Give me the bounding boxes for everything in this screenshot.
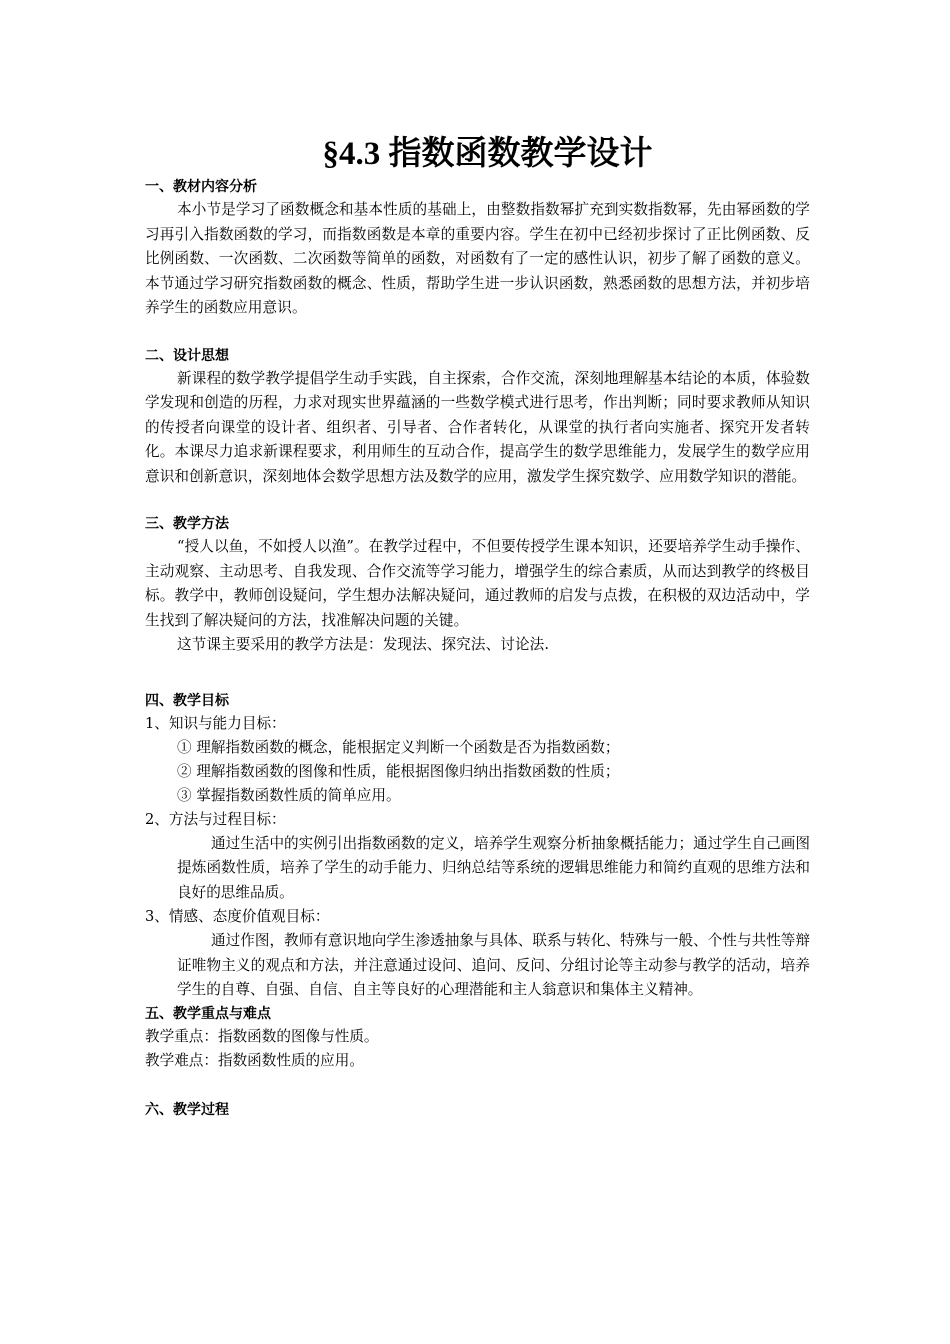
section-teaching-method xyxy=(145,513,810,658)
section-design-idea xyxy=(145,345,810,490)
section-heading: 六、教学过程 xyxy=(145,1101,229,1118)
section-teaching-process xyxy=(145,1099,810,1121)
goal-text: 通过作图，教师有意识地向学生渗透抽象与具体、联系与转化、特殊与一般、个性与共性等辩证唯物主义的观点和方法，并注意通过设问、追问、反问、分组讨论等主动参与教学的活动，培养学生的自尊、自强、自信、自主等良好的心理潜能和主人翁意识和集体主义精神。 xyxy=(177,932,810,998)
paragraph: “授人以鱼，不如授人以渔”。在教学过程中，不但要传授学生课本知识，还要培养学生动手操作、主动观察、主动思考、自我发现、合作交流等学习能力，增强学生的综合素质，从而达到教学的终极目标。教学中，教师创设疑问，学生想办法解决疑问，通过教师的启发与点拨，在积极的双边活动中，学生找到了解决疑问的方法，找准解决问题的关键。 xyxy=(145,538,810,629)
paragraph: 这节课主要采用的教学方法是：发现法、探究法、讨论法. xyxy=(177,636,550,653)
goal-item: ③ 掌握指数函数性质的简单应用。 xyxy=(177,786,401,804)
teaching-focus: 教学重点：指数函数的图像与性质。 xyxy=(145,1027,379,1045)
paragraph: 本小节是学习了函数概念和基本性质的基础上，由整数指数幂扩充到实数指数幂，先由幂函数的学习再引入指数函数的学习，而指数函数是本章的重要内容。学生在初中已经初步探讨了正比例函数、反比例函数、一次函数、二次函数等简单的函数，对函数有了一定的感性认识，初步了解了函数的意义。本节通过学习研究指数函数的概念、性质，帮助学生进一步认识函数，熟悉函数的思想方法，并初步培养学生的函数应用意识。 xyxy=(145,201,810,316)
goal-title-knowledge: 1、知识与能力目标： xyxy=(145,714,286,732)
section-heading: 五、教学重点与难点 xyxy=(145,1005,271,1022)
goal-title-method: 2、方法与过程目标： xyxy=(145,810,286,828)
document-title: §4.3 指数函数教学设计 xyxy=(322,136,653,172)
teaching-difficulty: 教学难点：指数函数性质的应用。 xyxy=(145,1051,364,1069)
section-heading: 四、教学目标 xyxy=(145,692,229,709)
section-heading: 三、教学方法 xyxy=(145,516,229,532)
goal-text: 通过生活中的实例引出指数函数的定义，培养学生观察分析抽象概括能力；通过学生自己画图提炼函数性质，培养了学生的动手能力、归纳总结等系统的逻辑思维能力和简约直观的思维方法和良好的思维品质。 xyxy=(177,834,810,901)
paragraph: 新课程的数学教学提倡学生动手实践，自主探索，合作交流，深刻地理解基本结论的本质，体验数学发现和创造的历程，力求对现实世界蕴涵的一些数学模式进行思考，作出判断；同时要求教师从知识的传授者向课堂的设计者、组织者、引导者、合作者转化，从课堂的执行者向实施者、探究开发者转化。本课尽力追求新课程要求，利用师生的互动合作，提高学生的数学思维能力，发展学生的数学应用意识和创新意识，深刻地体会数学思想方法及数学的应用，激发学生探究数学、应用数学知识的潜能。 xyxy=(145,369,810,485)
section-key-points xyxy=(145,1003,810,1073)
section-heading: 二、设计思想 xyxy=(145,347,229,364)
section-textbook-analysis xyxy=(145,176,810,321)
section-teaching-goals xyxy=(145,690,810,1003)
goal-title-emotion: 3、情感、态度价值观目标： xyxy=(145,908,330,925)
section-heading: 一、教材内容分析 xyxy=(145,179,257,195)
goal-item: ① 理解指数函数的概念，能根据定义判断一个函数是否为指数函数； xyxy=(177,738,620,756)
goal-item: ② 理解指数函数的图像和性质，能根据图像归纳出指数函数的性质； xyxy=(177,762,620,780)
